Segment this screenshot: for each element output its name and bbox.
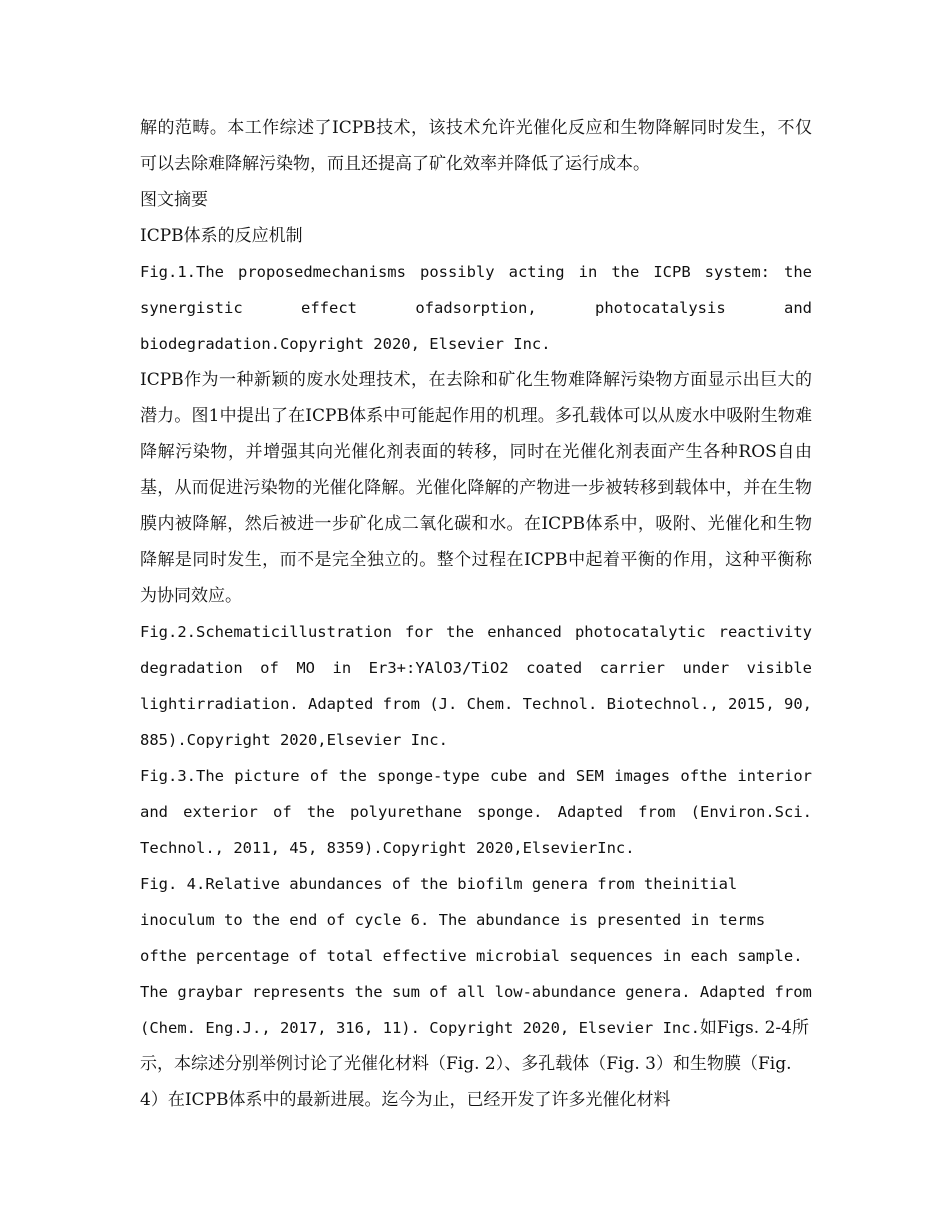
graphical-abstract-heading: 图文摘要 [140, 190, 208, 210]
mechanism-heading: ICPB体系的反应机制 [140, 226, 303, 246]
intro-paragraph: 解的范畴。本工作综述了ICPB技术，该技术允许光催化反应和生物降解同时发生，不仅可以去除难降解污染物，而且还提高了矿化效率并降低了运行成本。 [140, 118, 812, 174]
mechanism-paragraph: ICPB作为一种新颖的废水处理技术，在去除和矿化生物难降解污染物方面显示出巨大的潜力。图1中提出了在ICPB体系中可能起作用的机理。多孔载体可以从废水中吸附生物难降解污染物，并增强其向光催化剂表面的转移，同时在光催化剂表面产生各种ROS自由基，从而促进污染物的光催化降解。光催化降解的产物进一步被转移到载体中，并在生物膜内被降解，然后被进一步矿化成二氧化碳和水。在ICPB体系中，吸附、光催化和生物降解是同时发生，而不是完全独立的。整个过程在ICPB中起着平衡的作用，这种平衡称为协同效应。 [140, 370, 812, 606]
document-page [140, 110, 812, 1118]
fig3-caption: Fig.3.The picture of the sponge-type cube and SEM images ofthe interior and exterior of the polyurethane sponge. Adapted from (Environ.Sci. Technol., 2011, 45, 8359).Copyright 2020,ElsevierInc. [140, 767, 812, 857]
fig4-caption: Fig. 4.Relative abundances of the biofilm genera from theinitial inoculum to the end of cycle 6. The abundance is presented in terms ofthe percentage of total effective microbial sequences in each sample. The graybar represents the sum of all low-abundance genera. Adapted from (Chem. Eng.J., 2017, 316, 11). Copyright 2020, Elsevier Inc. [140, 875, 812, 1037]
review-paragraph: 如Figs. 2-4所示，本综述分别举例讨论了光催化材料（Fig. 2）、多孔载体（Fig. 3）和生物膜（Fig. 4）在ICPB体系中的最新进展。迄今为止，已经开发了许多光催化材料 [140, 1018, 809, 1110]
fig1-caption: Fig.1.The proposedmechanisms possibly acting in the ICPB system: the synergistic effect ofadsorption, photocatalysis and biodegradation.Copyright 2020, Elsevier Inc. [140, 263, 812, 353]
fig2-caption: Fig.2.Schematicillustration for the enhanced photocatalytic reactivity degradation of MO in Er3+:YAlO3/TiO2 coated carrier under visible lightirradiation. Adapted from (J. Chem. Technol. Biotechnol., 2015, 90, 885).Copyright 2020,Elsevier Inc. [140, 623, 812, 749]
